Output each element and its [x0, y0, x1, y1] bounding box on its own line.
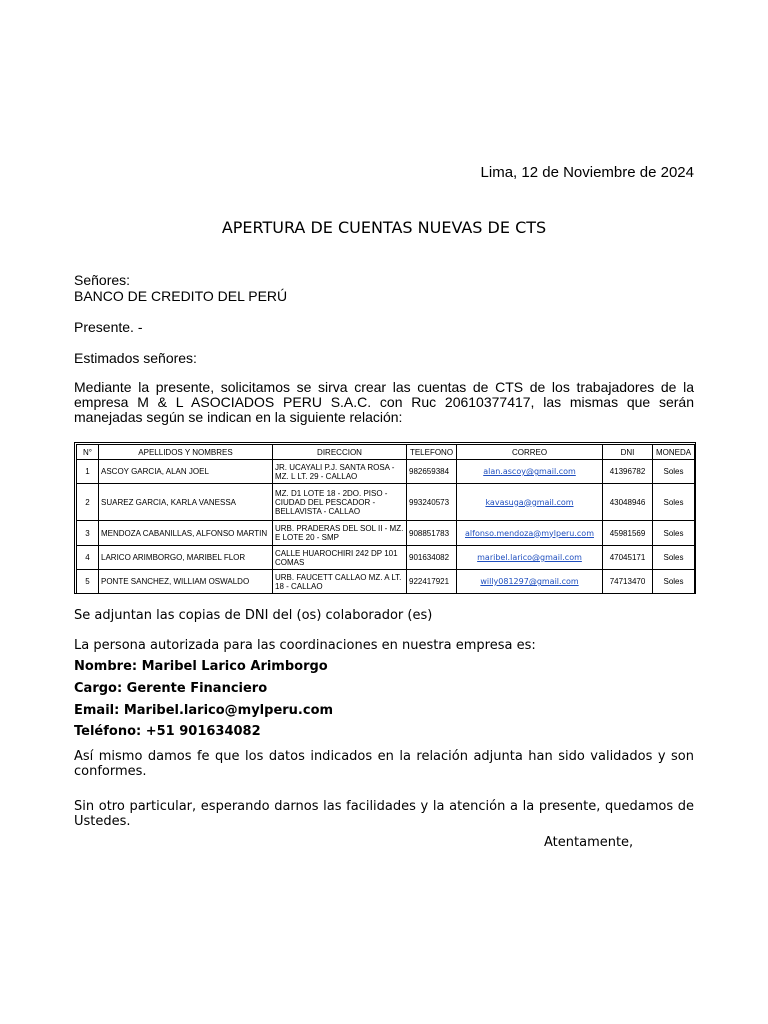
cell-num: 3 — [77, 521, 99, 546]
table-header-row — [77, 445, 695, 460]
cell-dni: 45981569 — [603, 521, 653, 546]
cell-phone: 908851783 — [407, 521, 457, 546]
presente-line: Presente. - — [74, 319, 143, 335]
validation-paragraph: Así mismo damos fe que los datos indicados en la relación adjunta han sido validados y son conformes. — [74, 749, 694, 779]
signoff: Atentamente, — [544, 835, 634, 850]
cell-email-link[interactable]: alan.ascoy@gmail.com — [457, 460, 603, 484]
table-row — [77, 460, 695, 484]
cell-num: 1 — [77, 460, 99, 484]
employee-table — [76, 444, 695, 594]
greeting: Estimados señores: — [74, 350, 197, 366]
cell-email-link[interactable]: alfonso.mendoza@mylperu.com — [457, 521, 603, 546]
intro-paragraph: Mediante la presente, solicitamos se sirva crear las cuentas de CTS de los trabajadores de la empresa M & L ASOCIADOS PERU S.A.C. con Ruc 20610377417, las mismas que serán manejadas según se indican en la siguiente relación: — [74, 379, 694, 425]
cell-phone: 901634082 — [407, 546, 457, 570]
closing-paragraph: Sin otro particular, esperando darnos las facilidades y la atención a la presente, quedamos de Ustedes. — [74, 799, 694, 829]
cell-num: 5 — [77, 570, 99, 594]
cell-currency: Soles — [653, 521, 695, 546]
cell-name: MENDOZA CABANILLAS, ALFONSO MARTIN — [99, 521, 273, 546]
header-num: N° — [77, 445, 99, 460]
cell-currency: Soles — [653, 484, 695, 521]
cell-email-link[interactable]: kavasuga@gmail.com — [457, 484, 603, 521]
cell-name: ASCOY GARCIA, ALAN JOEL — [99, 460, 273, 484]
header-address: DIRECCION — [273, 445, 407, 460]
cell-address: JR. UCAYALI P.J. SANTA ROSA - MZ. L LT. 29 - CALLAO — [273, 460, 407, 484]
contact-intro: La persona autorizada para las coordinaciones en nuestra empresa es: — [74, 638, 536, 653]
header-dni: DNI — [603, 445, 653, 460]
cell-dni: 47045171 — [603, 546, 653, 570]
bank-name: BANCO DE CREDITO DEL PERÚ — [74, 288, 288, 304]
cell-phone: 993240573 — [407, 484, 457, 521]
cell-dni: 43048946 — [603, 484, 653, 521]
cell-address: MZ. D1 LOTE 18 - 2DO. PISO - CIUDAD DEL PESCADOR - BELLAVISTA - CALLAO — [273, 484, 407, 521]
cell-address: URB. FAUCETT CALLAO MZ. A LT. 18 - CALLAO — [273, 570, 407, 594]
cell-name: PONTE SANCHEZ, WILLIAM OSWALDO — [99, 570, 273, 594]
header-phone: TELEFONO — [407, 445, 457, 460]
cell-dni: 41396782 — [603, 460, 653, 484]
cell-num: 4 — [77, 546, 99, 570]
header-name: APELLIDOS Y NOMBRES — [99, 445, 273, 460]
cell-phone: 922417921 — [407, 570, 457, 594]
cell-email-link[interactable]: willy081297@gmail.com — [457, 570, 603, 594]
contact-name: Nombre: Maribel Larico Arimborgo — [74, 659, 328, 674]
contact-role: Cargo: Gerente Financiero — [74, 681, 268, 696]
date-line: Lima, 12 de Noviembre de 2024 — [480, 164, 694, 181]
cell-phone: 982659384 — [407, 460, 457, 484]
table-row — [77, 521, 695, 546]
dni-note: Se adjuntan las copias de DNI del (os) colaborador (es) — [74, 608, 433, 623]
table-row — [77, 570, 695, 594]
cell-currency: Soles — [653, 546, 695, 570]
table-row — [77, 484, 695, 521]
header-email: CORREO — [457, 445, 603, 460]
cell-name: LARICO ARIMBORGO, MARIBEL FLOR — [99, 546, 273, 570]
document-title: APERTURA DE CUENTAS NUEVAS DE CTS — [221, 218, 547, 237]
cell-address: CALLE HUAROCHIRI 242 DP 101 COMAS — [273, 546, 407, 570]
cell-address: URB. PRADERAS DEL SOL II - MZ. E LOTE 20 - SMP — [273, 521, 407, 546]
cell-num: 2 — [77, 484, 99, 521]
contact-phone: Teléfono: +51 901634082 — [74, 724, 261, 739]
salutation: Señores: — [74, 272, 131, 288]
header-currency: MONEDA — [653, 445, 695, 460]
cell-name: SUAREZ GARCIA, KARLA VANESSA — [99, 484, 273, 521]
cell-currency: Soles — [653, 460, 695, 484]
table-row — [77, 546, 695, 570]
cell-currency: Soles — [653, 570, 695, 594]
contact-email: Email: Maribel.larico@mylperu.com — [74, 703, 334, 718]
cell-dni: 74713470 — [603, 570, 653, 594]
cell-email-link[interactable]: maribel.larico@gmail.com — [457, 546, 603, 570]
